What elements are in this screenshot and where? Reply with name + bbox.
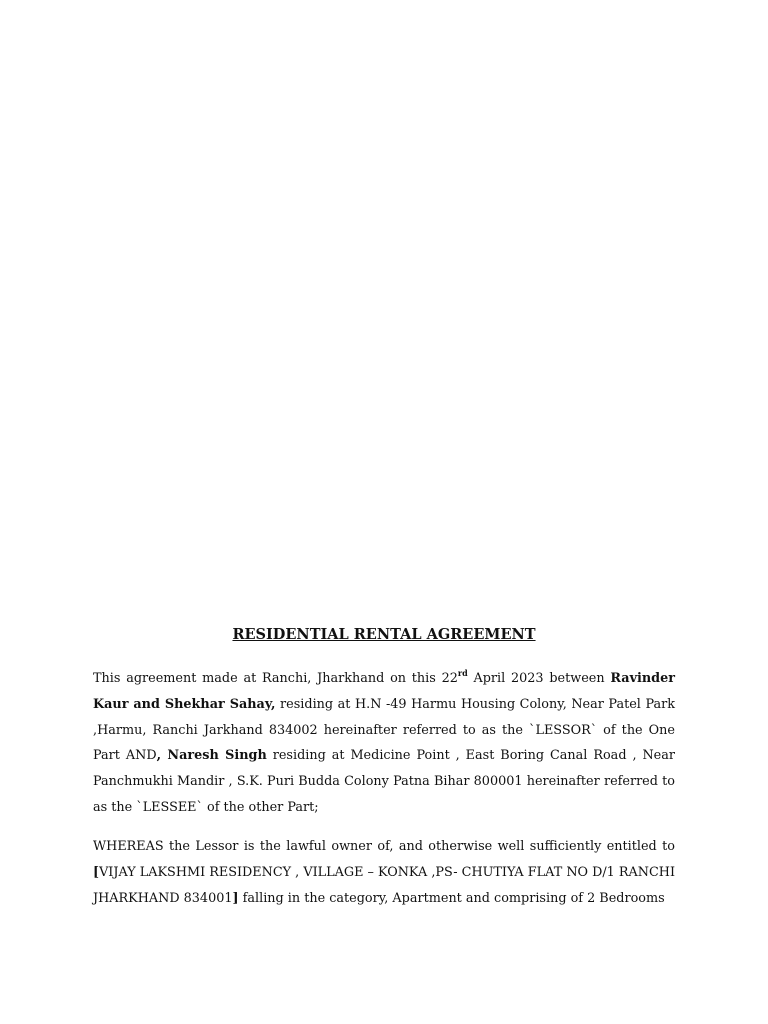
agreement-paragraph-parties [93,666,675,821]
lessor-address: residing at H.N -49 Harmu Housing Colony, Near Patel Park ,Harmu, Ranchi Jarkhand 834002 hereinafter referred to as the `LESSOR` of the One Part AND [93,696,675,764]
date-ordinal-suffix: rd [457,668,468,678]
lessee-address: residing at Medicine Point , East Boring Canal Road , Near Panchmukhi Mandir , S.K. Puri Budda Colony Patna Bihar 800001 hereinafter referred to as the `LESSEE` of the other Part; [93,748,675,815]
property-address: VIJAY LAKSHMI RESIDENCY , VILLAGE – KONKA ,PS- CHUTIYA FLAT NO D/1 RANCHI JHARKHAND 834001 [93,864,675,906]
comma-separator: , [156,748,162,764]
whereas-intro: WHEREAS the Lessor is the lawful owner of, and otherwise well sufficiently entitled to [93,839,675,854]
bracket-open: [ [93,864,100,880]
property-description: falling in the category, Apartment and comprising of 2 Bedrooms [238,890,665,906]
bracket-close: ] [232,890,239,906]
lessor-names: Ravinder Kaur and Shekhar Sahay, [93,671,676,712]
agreement-paragraph-whereas [93,834,675,911]
date-text: April 2023 between [467,671,611,686]
lessee-name: Naresh Singh [161,748,267,764]
page-title: RESIDENTIAL RENTAL AGREEMENT [232,626,536,643]
intro-text: This agreement made at Ranchi, Jharkhand on this 22 [93,671,458,686]
